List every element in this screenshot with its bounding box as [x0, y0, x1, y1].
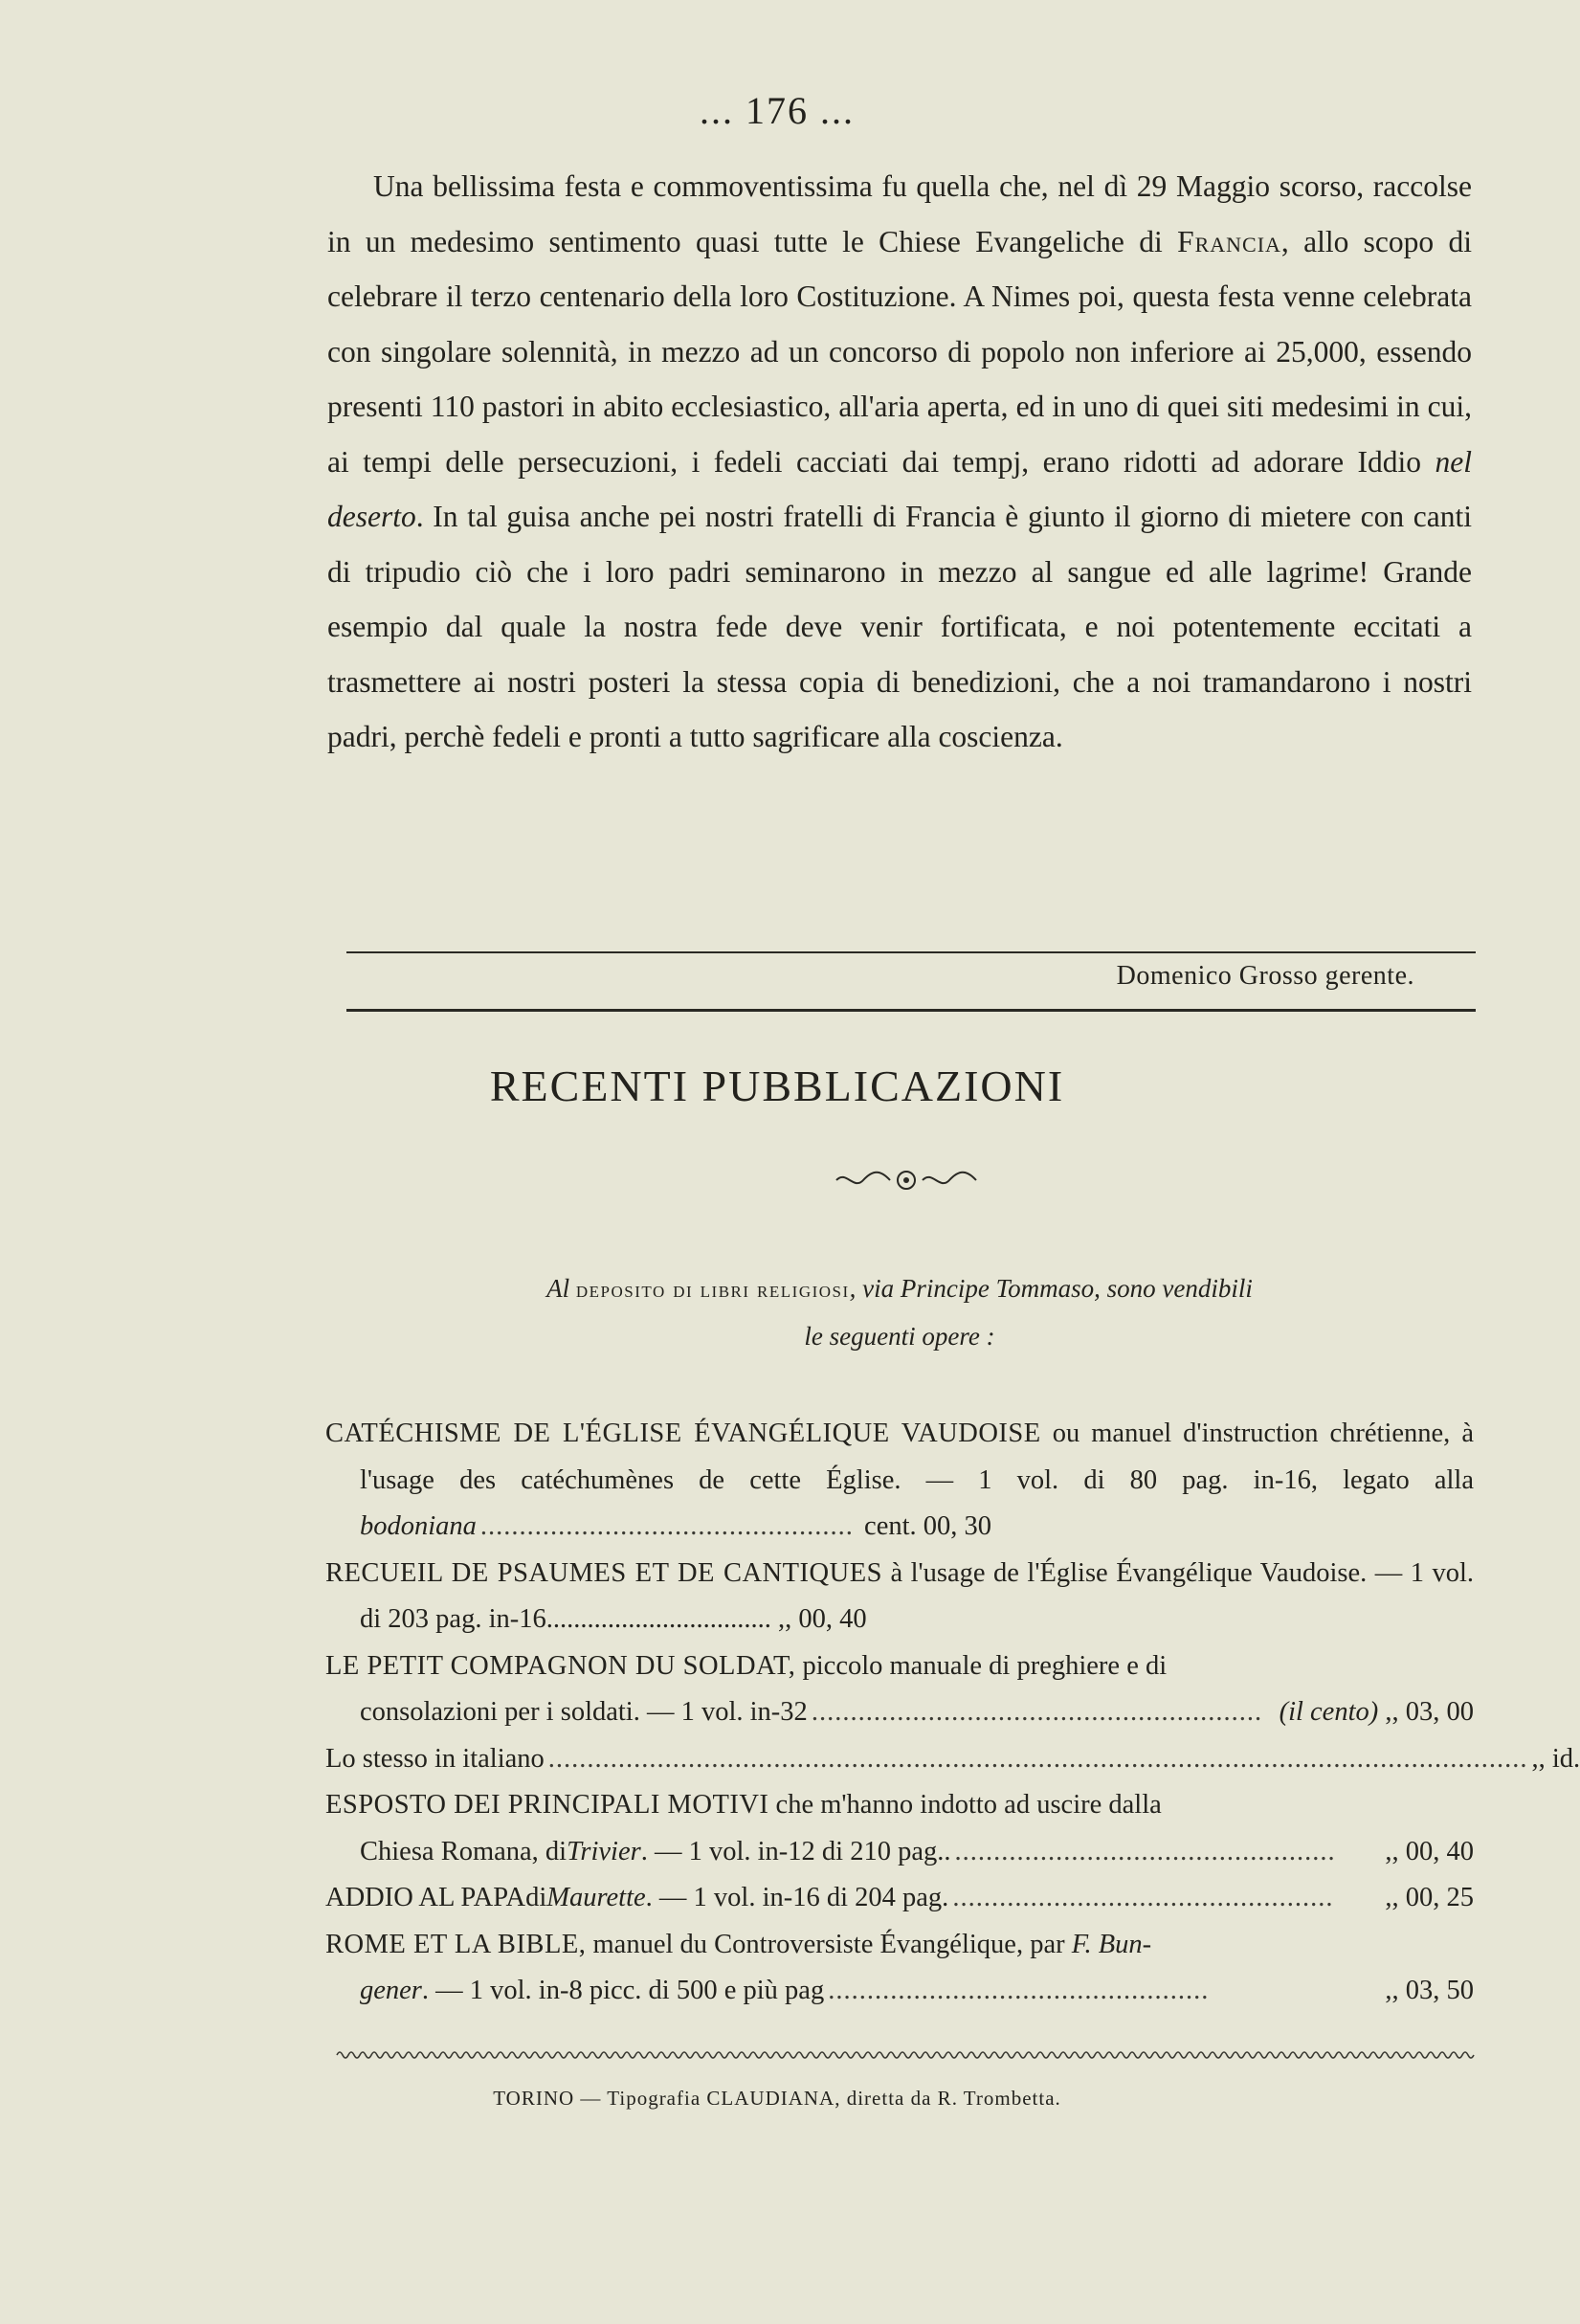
intro-line-2: le seguenti opere : [804, 1322, 995, 1351]
ornament-icon [835, 1166, 978, 1195]
divider-bottom [346, 1009, 1476, 1012]
signature: Domenico Grosso gerente. [1116, 961, 1414, 991]
page-number: ... 176 ... [700, 89, 855, 132]
article-text-middle: , allo scopo di celebrare il terzo centenario della loro Costituzione. A Nimes poi, questa festa venne celebrata con singolare solennità, in mezzo ad un concorso di popolo non inferiore ai 25,000, essendo presenti 110 pastori in abito ecclesiastico, all'aria aperta, ed in uno di quei siti medesimi in cui, ai tempi delle persecuzioni, i fedeli cacciati dai tempj, erano ridotti ad adorare Iddio [327, 224, 1472, 479]
depot-name: deposito di libri religiosi [575, 1278, 850, 1303]
list-item: CATÉCHISME DE L'ÉGLISE ÉVANGÉLIQUE VAUDOISE ou manuel d'instruction chrétienne, à l'usage des catéchumènes de cette Église. — 1 vol. di 80 pag. in-16, legato alla bodoniana ................................................ cent. 00, 30 [325, 1419, 1474, 1541]
wavy-divider-icon [337, 2048, 1472, 2062]
catalog-intro [327, 1265, 1472, 1359]
price: ,, 00, 40 [777, 1604, 867, 1634]
price: ,, id. [1531, 1743, 1580, 1774]
divider-top [346, 951, 1476, 953]
list-item: LE PETIT COMPAGNON DU SOLDAT, piccolo manuale di preghiere e di consolazioni per i soldati. — 1 vol. in-32 .......................................................... (il cento) ,, 03, 00 [325, 1643, 1474, 1736]
price: cent. 00, 30 [864, 1511, 992, 1541]
price: ,, 03, 00 [1385, 1697, 1474, 1727]
list-item: ADDIO AL PAPA di Maurette . — 1 vol. in-16 di 204 pag. ................................................. ,, 00, 25 [325, 1875, 1474, 1922]
list-item: ESPOSTO DEI PRINCIPALI MOTIVI che m'hanno indotto ad uscire dalla Chiesa Romana, di Trivier . — 1 vol. in-12 di 210 pag.. ................................................. ,, 00, 40 [325, 1782, 1474, 1875]
article-body [327, 159, 1472, 765]
article-paragraph [327, 159, 1472, 765]
italic-phrase: nel deserto [327, 444, 1472, 533]
article-text-end: . In tal guisa anche pei nostri fratelli di Francia è giunto il giorno di mietere con canti di tripudio ciò che i loro padri seminarono in mezzo al sangue ed alle lagrime! Grande esempio dal quale la nostra fede deve venir fortificata, e noi potentemente eccitati a trasmettere ai nostri posteri la stessa copia di benedizioni, che a noi tramandarono i nostri padri, perchè fedeli e pronti a tutto sagrificare alla coscienza. [327, 500, 1472, 753]
price: ,, 03, 50 [1385, 1976, 1474, 2005]
printer-imprint: TORINO — Tipografia CLAUDIANA, diretta da R. Trombetta. [493, 2087, 1061, 2110]
list-item: Lo stesso in italiano .............................................................................................................................. ,, id. [325, 1736, 1474, 1783]
article-text-start: Una bellissima festa e commoventissima fu quella che, nel dì 29 Maggio scorso, raccolse in un medesimo sentimento quasi tutte le Chiese Evangeliche di [327, 169, 1472, 258]
country-name: Francia [1177, 224, 1281, 258]
section-title: RECENTI PUBBLICAZIONI [489, 1061, 1065, 1110]
list-item: RECUEIL DE PSAUMES ET DE CANTIQUES à l'usage de l'Église Évangélique Vaudoise. — 1 vol. di 203 pag. in-16................................. ,, 00, 40 [325, 1557, 1475, 1634]
price: ,, 00, 25 [1385, 1883, 1474, 1912]
publications-list [325, 1411, 1580, 2015]
price: ,, 00, 40 [1385, 1836, 1474, 1866]
intro-line-1: Al deposito di libri religiosi, via Principe Tommaso, sono vendibili [546, 1274, 1253, 1303]
list-item: ROME ET LA BIBLE, manuel du Controversiste Évangélique, par F. Bun- gener . — 1 vol. in-8 picc. di 500 e più pag ................................................. ,, 03, 50 [325, 1922, 1474, 2015]
